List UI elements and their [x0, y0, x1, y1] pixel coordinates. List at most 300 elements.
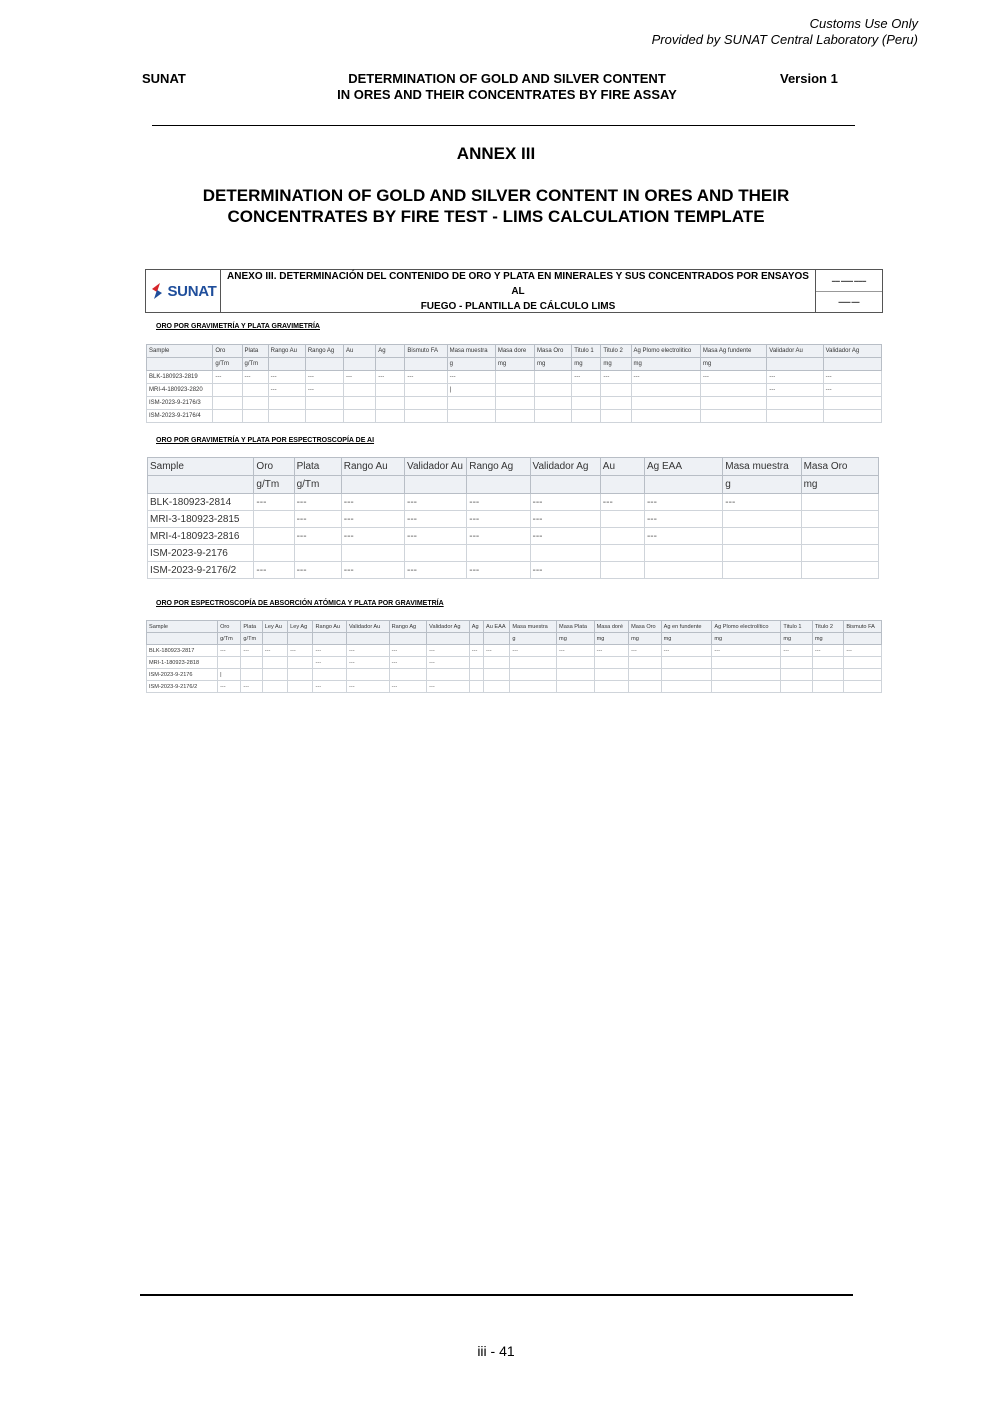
table-cell[interactable] [346, 669, 389, 681]
column-header[interactable]: Titulo 1 [572, 345, 601, 358]
table-cell[interactable] [812, 657, 843, 669]
table-cell[interactable] [268, 410, 305, 423]
table-cell[interactable]: --- [254, 494, 294, 511]
table-cell[interactable] [530, 545, 600, 562]
table-cell[interactable] [535, 397, 572, 410]
table-cell[interactable] [495, 397, 534, 410]
section-2-label: ORO POR GRAVIMETRÍA Y PLATA POR ESPECTROSCOPÍA DE AI [156, 437, 375, 444]
table-cell[interactable]: --- [341, 562, 404, 579]
column-header[interactable]: Rango Au [268, 345, 305, 358]
section-3-table [146, 620, 882, 693]
table-cell[interactable]: --- [313, 657, 347, 669]
column-header[interactable]: Masa dore [495, 345, 534, 358]
lims-banner [145, 269, 883, 313]
table-cell[interactable]: --- [294, 528, 341, 545]
table-cell[interactable]: --- [405, 371, 447, 384]
table-cell[interactable] [844, 657, 882, 669]
table-cell[interactable]: | [218, 669, 241, 681]
table-cell[interactable]: --- [712, 645, 781, 657]
table-cell[interactable] [557, 669, 595, 681]
column-header[interactable]: Validador Au [767, 345, 823, 358]
table-cell[interactable]: --- [305, 384, 343, 397]
table-cell[interactable]: --- [218, 645, 241, 657]
footer-divider [140, 1294, 853, 1296]
header-row [147, 621, 882, 633]
table-cell[interactable]: --- [313, 681, 347, 693]
table-cell[interactable]: --- [600, 494, 644, 511]
table-cell[interactable] [405, 397, 447, 410]
column-header[interactable]: Oro [213, 345, 242, 358]
column-header[interactable]: Plata [294, 458, 341, 476]
column-header[interactable]: Ag en fundente [661, 621, 712, 633]
table-cell[interactable]: --- [812, 645, 843, 657]
table-cell[interactable] [213, 397, 242, 410]
table-cell[interactable]: --- [341, 494, 404, 511]
table-cell[interactable] [262, 681, 287, 693]
table-cell[interactable] [469, 669, 483, 681]
table-cell[interactable] [601, 397, 631, 410]
table-cell[interactable]: --- [346, 657, 389, 669]
table-cell[interactable] [700, 397, 766, 410]
table-cell[interactable]: --- [254, 562, 294, 579]
column-header[interactable]: Masa Ag fundente [700, 345, 766, 358]
table-cell[interactable]: --- [631, 371, 700, 384]
table-cell[interactable]: --- [294, 494, 341, 511]
table-cell[interactable]: --- [629, 645, 661, 657]
table-cell[interactable] [288, 669, 313, 681]
table-cell[interactable]: --- [844, 645, 882, 657]
table-cell[interactable] [723, 528, 801, 545]
table-cell[interactable]: --- [469, 645, 483, 657]
annex-heading: ANNEX III [456, 144, 536, 163]
table-cell[interactable]: --- [572, 371, 601, 384]
column-header[interactable]: Ag [469, 621, 483, 633]
column-unit [305, 358, 343, 371]
table-cell[interactable]: --- [594, 645, 629, 657]
table-row[interactable] [148, 528, 879, 545]
table-cell[interactable] [305, 410, 343, 423]
table-cell[interactable]: --- [341, 511, 404, 528]
table-cell[interactable]: --- [305, 371, 343, 384]
column-header[interactable]: Titulo 1 [781, 621, 812, 633]
table-cell[interactable] [288, 681, 313, 693]
column-unit [405, 476, 467, 494]
table-cell[interactable] [812, 681, 843, 693]
table-cell[interactable] [344, 410, 376, 423]
table-cell[interactable] [344, 384, 376, 397]
sample-id-cell[interactable]: ISM-2023-9-2176/2 [147, 681, 218, 693]
column-header[interactable]: Sample [147, 621, 218, 633]
table-cell[interactable] [510, 669, 557, 681]
table-cell[interactable] [572, 384, 601, 397]
table-cell[interactable]: --- [467, 494, 530, 511]
table-cell[interactable] [557, 657, 595, 669]
sample-id-cell[interactable]: ISM-2023-9-2176/3 [147, 397, 213, 410]
banner-title [221, 270, 815, 312]
table-cell[interactable] [241, 657, 262, 669]
table-cell[interactable]: --- [294, 511, 341, 528]
table-cell[interactable]: --- [467, 511, 530, 528]
column-header[interactable]: Titulo 2 [601, 345, 631, 358]
table-cell[interactable] [469, 681, 483, 693]
table-cell[interactable]: --- [346, 681, 389, 693]
customs-notice [652, 16, 918, 48]
table-cell[interactable] [723, 562, 801, 579]
column-header[interactable]: Rango Au [341, 458, 404, 476]
sample-id-cell[interactable]: MRI-4-180923-2820 [147, 384, 213, 397]
table-cell[interactable]: --- [218, 681, 241, 693]
column-unit: mg [801, 476, 878, 494]
column-header[interactable]: Validador Au [346, 621, 389, 633]
table-row[interactable] [148, 511, 879, 528]
table-cell[interactable] [723, 511, 801, 528]
header-row [147, 345, 882, 358]
table-cell[interactable] [594, 669, 629, 681]
table-cell[interactable] [254, 511, 294, 528]
column-header[interactable]: Masa doré [594, 621, 629, 633]
sample-id-cell[interactable]: BLK-180923-2814 [148, 494, 254, 511]
table-cell[interactable]: --- [644, 511, 722, 528]
table-row[interactable] [147, 645, 882, 657]
table-cell[interactable] [313, 669, 347, 681]
table-cell[interactable] [262, 657, 287, 669]
column-unit: mg [535, 358, 572, 371]
table-cell[interactable] [376, 384, 405, 397]
table-cell[interactable]: --- [467, 562, 530, 579]
table-cell[interactable]: --- [530, 528, 600, 545]
column-unit [844, 633, 882, 645]
table-cell[interactable]: --- [530, 562, 600, 579]
table-cell[interactable] [427, 669, 470, 681]
column-header[interactable]: Masa Oro [801, 458, 878, 476]
column-unit: mg [629, 633, 661, 645]
table-cell[interactable] [629, 681, 661, 693]
table-cell[interactable]: --- [644, 494, 722, 511]
table-cell[interactable] [594, 657, 629, 669]
section-2-table [147, 457, 879, 579]
table-cell[interactable] [268, 397, 305, 410]
table-cell[interactable]: --- [213, 371, 242, 384]
sample-id-cell[interactable]: ISM-2023-9-2176 [148, 545, 254, 562]
table-cell[interactable]: --- [341, 528, 404, 545]
column-header[interactable]: Sample [148, 458, 254, 476]
table-cell[interactable] [629, 669, 661, 681]
table-cell[interactable]: --- [427, 657, 470, 669]
column-header[interactable]: Plata [241, 621, 262, 633]
table-cell[interactable]: --- [644, 528, 722, 545]
column-header[interactable]: Plata [242, 345, 268, 358]
annex-title-line-1: DETERMINATION OF GOLD AND SILVER CONTENT IN ORES AND THEIR [202, 186, 790, 205]
table-cell[interactable] [344, 397, 376, 410]
unit-row [148, 476, 879, 494]
table-cell[interactable] [812, 669, 843, 681]
column-unit: mg [812, 633, 843, 645]
table-cell[interactable] [600, 562, 644, 579]
column-header[interactable]: Bismuto FA [844, 621, 882, 633]
banner-title-line-1: ANEXO III. DETERMINACIÓN DEL CONTENIDO DE ORO Y PLATA EN MINERALES Y SUS CONCENTRADOS POR ENSAYOS AL [227, 270, 809, 297]
table-cell[interactable] [262, 669, 287, 681]
table-cell[interactable]: --- [767, 371, 823, 384]
table-cell[interactable]: --- [389, 657, 427, 669]
column-header[interactable]: Au [600, 458, 644, 476]
column-header[interactable]: Masa muestra [510, 621, 557, 633]
table-cell[interactable]: --- [405, 562, 467, 579]
table-cell[interactable] [631, 384, 700, 397]
sample-id-cell[interactable]: MRI-1-180923-2818 [147, 657, 218, 669]
table-cell[interactable] [218, 657, 241, 669]
table-cell[interactable]: --- [268, 384, 305, 397]
table-cell[interactable] [844, 669, 882, 681]
table-cell[interactable]: --- [346, 645, 389, 657]
table-cell[interactable] [241, 669, 262, 681]
table-cell[interactable]: --- [268, 371, 305, 384]
table-cell[interactable]: --- [344, 371, 376, 384]
column-header[interactable]: Rango Au [313, 621, 347, 633]
table-cell[interactable]: --- [294, 562, 341, 579]
table-cell[interactable] [294, 545, 341, 562]
table-cell[interactable] [801, 511, 878, 528]
column-unit: mg [781, 633, 812, 645]
column-header[interactable]: Masa Plata [557, 621, 595, 633]
table-cell[interactable]: --- [467, 528, 530, 545]
column-header[interactable]: Titulo 2 [812, 621, 843, 633]
column-unit: g/Tm [294, 476, 341, 494]
sample-id-cell[interactable]: MRI-4-180923-2816 [148, 528, 254, 545]
table-cell[interactable]: --- [601, 371, 631, 384]
table-cell[interactable]: --- [700, 371, 766, 384]
table-row[interactable] [148, 545, 879, 562]
table-cell[interactable]: --- [242, 371, 268, 384]
table-cell[interactable] [801, 494, 878, 511]
table-row[interactable] [148, 494, 879, 511]
table-cell[interactable] [495, 410, 534, 423]
table-cell[interactable] [213, 384, 242, 397]
sample-id-cell[interactable]: ISM-2023-9-2176 [147, 669, 218, 681]
table-cell[interactable] [661, 669, 712, 681]
column-header[interactable]: Au EAA [483, 621, 509, 633]
column-unit: mg [661, 633, 712, 645]
column-header[interactable]: Ley Ag [288, 621, 313, 633]
column-unit: g/Tm [213, 358, 242, 371]
table-cell[interactable]: --- [530, 511, 600, 528]
logo-text: SUNAT [167, 282, 217, 300]
column-unit [344, 358, 376, 371]
table-cell[interactable] [535, 384, 572, 397]
table-cell[interactable] [600, 545, 644, 562]
table-row[interactable] [147, 397, 882, 410]
table-cell[interactable] [213, 410, 242, 423]
table-cell[interactable] [467, 545, 530, 562]
table-cell[interactable]: --- [723, 494, 801, 511]
table-cell[interactable]: --- [262, 645, 287, 657]
table-cell[interactable] [242, 384, 268, 397]
table-cell[interactable]: --- [447, 371, 495, 384]
sample-id-cell[interactable]: BLK-180923-2817 [147, 645, 218, 657]
table-cell[interactable] [341, 545, 404, 562]
table-cell[interactable] [644, 545, 722, 562]
header-title-line-2: IN ORES AND THEIR CONCENTRATES BY FIRE ASSAY [337, 87, 677, 102]
column-header[interactable]: Masa Oro [535, 345, 572, 358]
table-cell[interactable] [389, 669, 427, 681]
column-header[interactable]: Ag Plomo electrolítico [712, 621, 781, 633]
header-org: SUNAT [142, 71, 186, 86]
table-cell[interactable]: --- [241, 645, 262, 657]
section-1-table [146, 344, 882, 423]
table-cell[interactable] [572, 397, 601, 410]
table-cell[interactable]: --- [530, 494, 600, 511]
table-cell[interactable] [594, 681, 629, 693]
table-cell[interactable]: --- [557, 645, 595, 657]
banner-title-line-2: FUEGO - PLANTILLA DE CÁLCULO LIMS [420, 300, 616, 312]
table-cell[interactable] [254, 545, 294, 562]
table-cell[interactable] [712, 657, 781, 669]
table-cell[interactable] [557, 681, 595, 693]
table-cell[interactable]: --- [427, 681, 470, 693]
table-cell[interactable] [823, 410, 881, 423]
column-unit [823, 358, 881, 371]
table-cell[interactable] [781, 681, 812, 693]
table-cell[interactable] [469, 657, 483, 669]
column-header[interactable]: Ag Plomo electrolitico [631, 345, 700, 358]
table-cell[interactable]: --- [405, 511, 467, 528]
table-cell[interactable] [483, 657, 509, 669]
table-cell[interactable] [723, 545, 801, 562]
table-cell[interactable] [823, 397, 881, 410]
table-cell[interactable] [535, 371, 572, 384]
table-row[interactable] [147, 410, 882, 423]
table-cell[interactable] [600, 511, 644, 528]
column-header[interactable]: Ag EAA [644, 458, 722, 476]
table-cell[interactable]: --- [313, 645, 347, 657]
table-cell[interactable] [631, 410, 700, 423]
table-cell[interactable] [447, 397, 495, 410]
table-cell[interactable] [601, 384, 631, 397]
column-header[interactable]: Validador Ag [530, 458, 600, 476]
table-cell[interactable]: --- [823, 384, 881, 397]
table-cell[interactable]: --- [405, 494, 467, 511]
table-cell[interactable]: --- [427, 645, 470, 657]
table-cell[interactable] [376, 410, 405, 423]
column-header[interactable]: Bismuto FA [405, 345, 447, 358]
column-header[interactable]: Rango Ag [389, 621, 427, 633]
table-row[interactable] [147, 384, 882, 397]
column-header[interactable]: Rango Ag [305, 345, 343, 358]
table-row[interactable] [148, 562, 879, 579]
table-cell[interactable]: --- [781, 645, 812, 657]
table-cell[interactable] [781, 657, 812, 669]
table-cell[interactable] [572, 410, 601, 423]
table-cell[interactable] [600, 528, 644, 545]
table-cell[interactable] [405, 545, 467, 562]
table-cell[interactable] [629, 657, 661, 669]
column-header[interactable]: Rango Ag [467, 458, 530, 476]
table-row[interactable] [147, 657, 882, 669]
column-header[interactable]: Oro [218, 621, 241, 633]
table-row[interactable] [147, 669, 882, 681]
table-cell[interactable] [644, 562, 722, 579]
column-header[interactable]: Masa muestra [723, 458, 801, 476]
table-cell[interactable] [510, 681, 557, 693]
sample-id-cell[interactable]: ISM-2023-9-2176/4 [147, 410, 213, 423]
table-cell[interactable] [483, 669, 509, 681]
table-cell[interactable] [801, 528, 878, 545]
table-cell[interactable] [242, 410, 268, 423]
column-header[interactable]: Validador Ag [427, 621, 470, 633]
table-cell[interactable]: | [447, 384, 495, 397]
table-cell[interactable] [405, 384, 447, 397]
column-header[interactable]: Ag [376, 345, 405, 358]
annex-title [150, 185, 842, 227]
column-unit: g [723, 476, 801, 494]
banner-meta-code: ▬▬ ▬▬▬ ▬▬▬ [816, 270, 882, 292]
table-cell[interactable] [631, 397, 700, 410]
table-cell[interactable]: --- [376, 371, 405, 384]
table-cell[interactable]: --- [661, 645, 712, 657]
table-cell[interactable] [767, 410, 823, 423]
sample-id-cell[interactable]: MRI-3-180923-2815 [148, 511, 254, 528]
column-header[interactable]: Masa muestra [447, 345, 495, 358]
table-cell[interactable]: --- [483, 645, 509, 657]
table-cell[interactable]: --- [405, 528, 467, 545]
table-cell[interactable] [242, 397, 268, 410]
table-cell[interactable] [288, 657, 313, 669]
table-cell[interactable] [801, 545, 878, 562]
column-header[interactable]: Validador Au [405, 458, 467, 476]
table-cell[interactable] [781, 669, 812, 681]
table-cell[interactable] [254, 528, 294, 545]
table-row[interactable] [147, 371, 882, 384]
column-header[interactable]: Oro [254, 458, 294, 476]
table-cell[interactable] [495, 384, 534, 397]
table-cell[interactable] [510, 657, 557, 669]
table-cell[interactable]: --- [389, 645, 427, 657]
table-cell[interactable] [535, 410, 572, 423]
table-cell[interactable]: --- [823, 371, 881, 384]
table-cell[interactable]: --- [288, 645, 313, 657]
column-header[interactable]: Masa Oro [629, 621, 661, 633]
table-cell[interactable] [376, 397, 405, 410]
sample-id-cell[interactable]: ISM-2023-9-2176/2 [148, 562, 254, 579]
table-cell[interactable] [483, 681, 509, 693]
table-cell[interactable] [712, 669, 781, 681]
table-cell[interactable] [712, 681, 781, 693]
column-header[interactable]: Ley Au [262, 621, 287, 633]
table-cell[interactable] [661, 657, 712, 669]
column-header[interactable]: Au [344, 345, 376, 358]
table-cell[interactable]: --- [767, 384, 823, 397]
sample-id-cell[interactable]: BLK-180923-2819 [147, 371, 213, 384]
table-cell[interactable] [801, 562, 878, 579]
table-cell[interactable] [700, 384, 766, 397]
column-header[interactable]: Validador Ag [823, 345, 881, 358]
table-cell[interactable] [661, 681, 712, 693]
table-cell[interactable] [844, 681, 882, 693]
table-cell[interactable]: --- [389, 681, 427, 693]
table-cell[interactable] [601, 410, 631, 423]
column-unit: mg [631, 358, 700, 371]
table-cell[interactable]: --- [510, 645, 557, 657]
table-cell[interactable] [767, 397, 823, 410]
table-cell[interactable] [447, 410, 495, 423]
column-unit: g/Tm [242, 358, 268, 371]
column-header[interactable]: Sample [147, 345, 213, 358]
table-cell[interactable] [405, 410, 447, 423]
table-row[interactable] [147, 681, 882, 693]
table-cell[interactable] [305, 397, 343, 410]
table-cell[interactable] [495, 371, 534, 384]
table-cell[interactable] [700, 410, 766, 423]
table-cell[interactable]: --- [241, 681, 262, 693]
